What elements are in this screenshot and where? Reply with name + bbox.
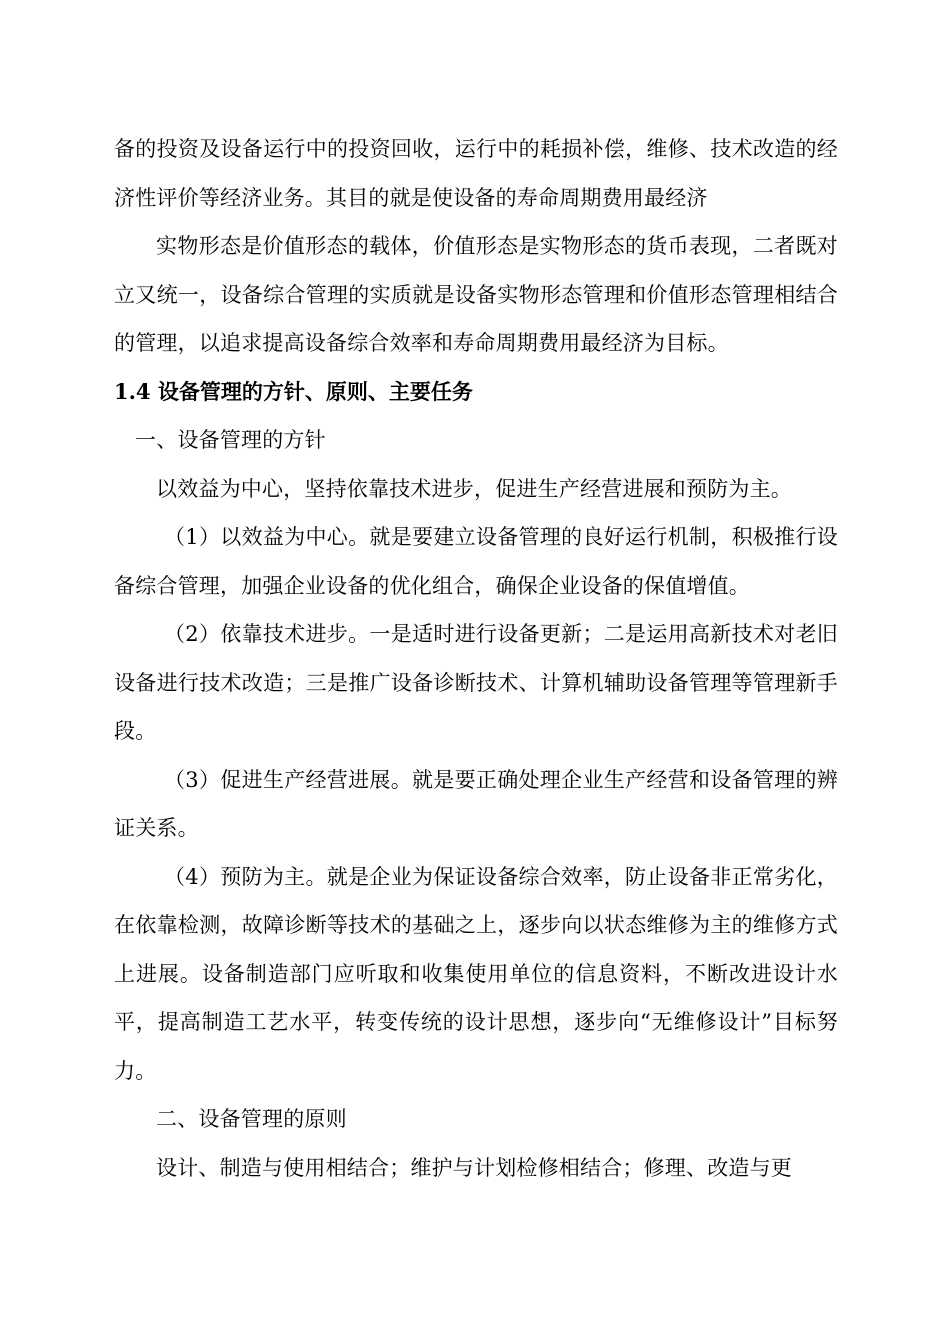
list-item-4: （4）预防为主。就是企业为保证设备综合效率，防止设备非正常劣化，在依靠检测，故障诊断等技术的基础之上，逐步向以状态维修为主的维修方式上进展。设备制造部门应听取和收集使用单位的信息资料，不断改进设计水平，提高制造工艺水平，转变传统的设计思想，逐步向“无维修设计”目标努力。 [114,864,838,1083]
subsection-heading-policy: 一、设备管理的方针 [135,428,326,452]
subsection-heading-principles: 二、设备管理的原则 [156,1107,347,1131]
list-item-3: （3）促进生产经营进展。就是要正确处理企业生产经营和设备管理的辨证关系。 [114,767,838,840]
document-body [114,125,838,1192]
paragraph-continuation: 备的投资及设备运行中的投资回收，运行中的耗损补偿，维修、技术改造的经济性评价等经济业务。其目的就是使设备的寿命周期费用最经济 [114,137,838,210]
paragraph-policy-summary: 以效益为中心，坚持依靠技术进步，促进生产经营进展和预防为主。 [156,476,792,501]
section-heading: 1.4 设备管理的方针、原则、主要任务 [114,378,473,404]
list-item-2: （2）依靠技术进步。一是适时进行设备更新；二是运用高新技术对老旧设备进行技术改造；三是推广设备诊断技术、计算机辅助设备管理等管理新手段。 [114,622,838,743]
paragraph-principles: 设计、制造与使用相结合；维护与计划检修相结合；修理、改造与更 [156,1155,792,1180]
list-item-1: （1）以效益为中心。就是要建立设备管理的良好运行机制，积极推行设备综合管理，加强企业设备的优化组合，确保企业设备的保值增值。 [114,525,838,598]
paragraph-substance: 实物形态是价值形态的载体，价值形态是实物形态的货币表现，二者既对立又统一，设备综合管理的实质就是设备实物形态管理和价值形态管理相结合的管理，以追求提高设备综合效率和寿命周期费用最经济为目标。 [114,234,838,355]
